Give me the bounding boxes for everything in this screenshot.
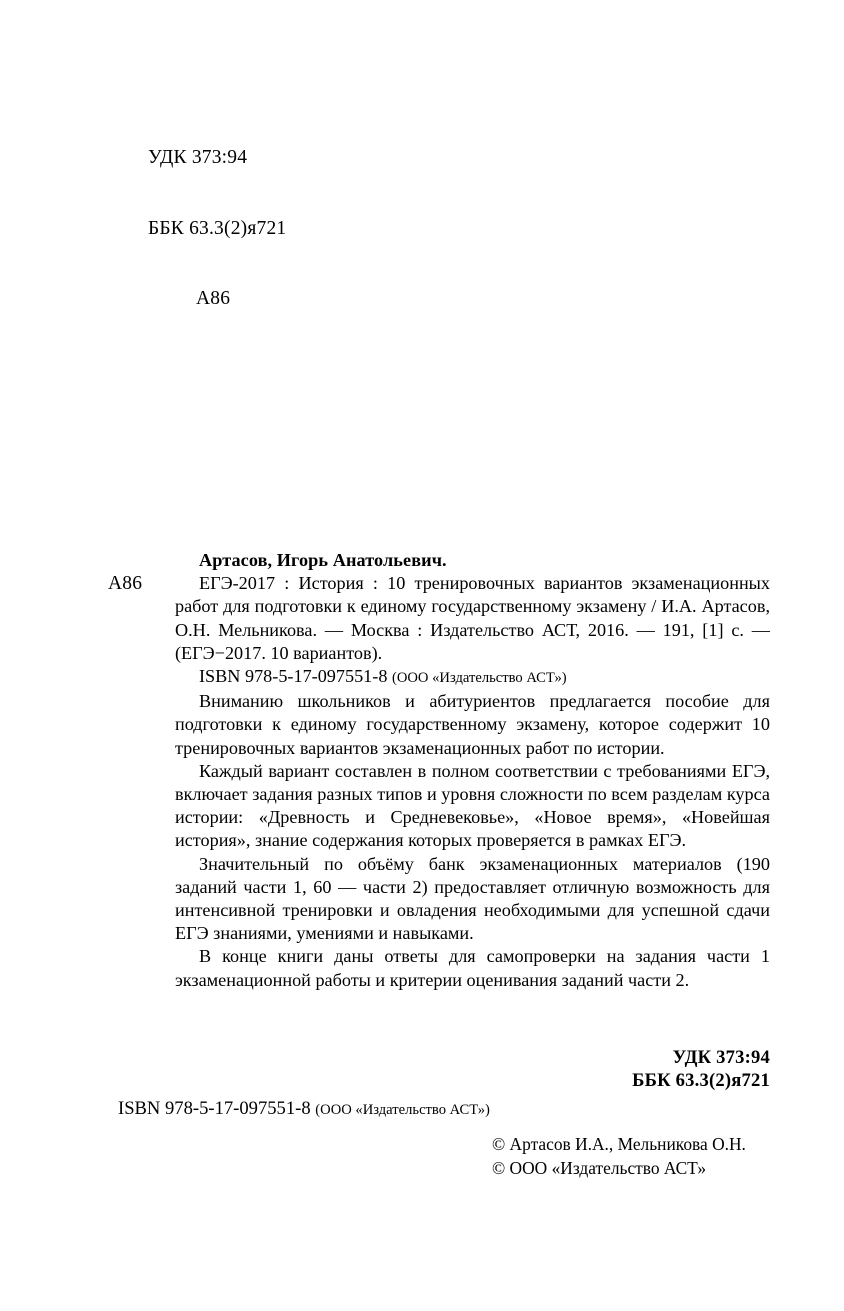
udk-code-bottom: УДК 373:94 [672,1047,770,1068]
copyright-publisher: © ООО «Издательство АСТ» [492,1157,707,1178]
annotation-paragraph-3: Значительный по объёму банк экзаменационных материалов (190 заданий части 1, 60 — части 2) предоставляет отличную возможность для интенсивной тренировки и овладения необходимыми для успешной сдачи ЕГЭ знаниями, умениями и навыками. [175,853,770,944]
bibliographic-description: ЕГЭ-2017 : История : 10 тренировочных вариантов экзаменационных работ для подготовки к единому государственному экзамену / И.А. Артасов, О.Н. Мельникова. — Москва : Издательство АСТ, 2016. — 191, [1] с. — (ЕГЭ−2017. 10 вариантов). [175,573,770,663]
bbk-code-top: ББК 63.3(2)я721 [148,217,287,239]
isbn-number: ISBN 978-5-17-097551-8 [199,666,388,687]
isbn-bottom-number: ISBN 978-5-17-097551-8 [118,1098,311,1119]
udk-code-top: УДК 373:94 [148,147,248,168]
copyright-block [492,1133,746,1180]
author-sign-top: А86 [196,288,231,309]
copyright-authors: © Артасов И.А., Мельникова О.Н. [492,1134,746,1154]
classification-block-top [148,99,286,358]
author-name: Артасов, Игорь Анатольевич. [199,550,447,570]
isbn-publisher: (ООО «Издательство АСТ») [391,670,567,687]
bibliographic-record [108,549,770,992]
bbk-code-bottom: ББК 63.3(2)я721 [632,1070,770,1091]
classification-block-bottom [400,1046,770,1092]
annotation-paragraph-2: Каждый вариант составлен в полном соответствии с требованиями ЕГЭ, включает задания разных типов и уровня сложности по всем разделам курса истории: «Древность и Средневековье», «Новое время», «Новейшая история», знание содержания которых проверяется в рамках ЕГЭ. [175,760,770,851]
isbn-bottom-line [118,1097,490,1122]
isbn-bottom-publisher: (ООО «Издательство АСТ») [315,1102,490,1118]
annotation-paragraph-4: В конце книги даны ответы для самопроверки на задания части 1 экзаменационной работы и критерии оценивания заданий части 2. [175,946,770,990]
annotation-paragraph-1: Вниманию школьников и абитуриентов предлагается пособие для подготовки к единому государственному экзамену, которое содержит 10 тренировочных вариантов экзаменационных работ по истории. [175,691,770,758]
isbn-record [175,665,770,690]
author-sign-margin: А86 [108,573,143,595]
